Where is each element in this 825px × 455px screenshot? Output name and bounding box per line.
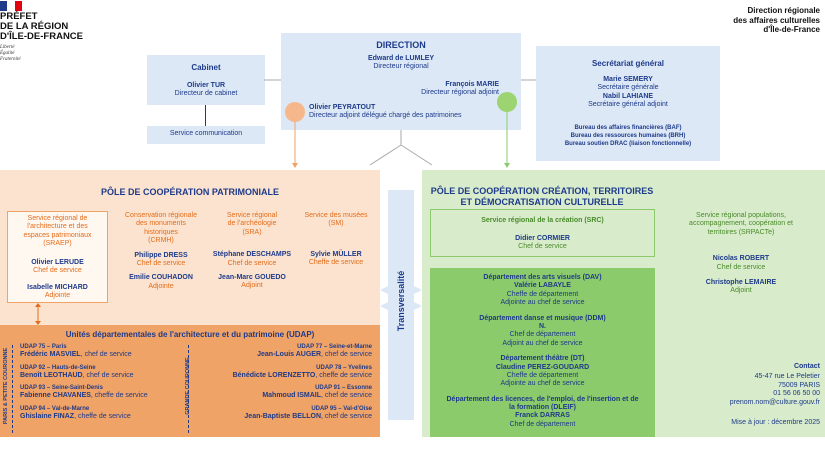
udap-94: UDAP 94 – Val-de-Marne Ghislaine FINAZ, cheffe de service bbox=[20, 405, 131, 420]
sg-adj-name: Nabil LAHIANE bbox=[602, 92, 654, 100]
sm-head-role: Cheffe de service bbox=[308, 259, 364, 267]
service-communication: Service communication bbox=[169, 130, 243, 137]
sraep-box bbox=[7, 211, 108, 303]
sra-title-2: de l'archéologie bbox=[227, 220, 277, 228]
sra-head-role: Chef de service bbox=[227, 259, 277, 267]
sraep-adj-name: Isabelle MICHARD bbox=[27, 284, 88, 291]
crmh-title-1: Conservation régionale bbox=[125, 212, 197, 219]
sraep-title-1: Service régional de bbox=[27, 215, 88, 222]
logo-line1: PRÉFET bbox=[0, 11, 38, 22]
dav: Département des arts visuels (DAV) Valérie LABAYLE Cheffe de département Adjointe au chef de service bbox=[483, 274, 602, 307]
crmh-title-2: des monuments bbox=[136, 220, 186, 228]
departements-box bbox=[430, 268, 655, 437]
srpacte-head-role: Chef de service bbox=[716, 263, 766, 271]
crmh-head-role: Chef de service bbox=[136, 259, 186, 267]
sraep-title-3: espaces patrimoniaux bbox=[23, 231, 92, 239]
sraep-head-role: Chef de service bbox=[33, 267, 82, 275]
sm-title-1: Service des musées bbox=[304, 212, 368, 219]
src-title: Service régional de la création (SRC) bbox=[481, 217, 604, 224]
udap-box bbox=[0, 325, 380, 437]
motto-liberte: Liberté bbox=[0, 45, 15, 50]
bureau-baf: Bureau des affaires financières (BAF) bbox=[574, 125, 682, 131]
sraep-adj-role: Adjointe bbox=[44, 292, 71, 300]
sra-adj-role: Adjoint bbox=[241, 282, 263, 290]
dt: Département théâtre (DT) Claudine PEREZ-GOUDARD Cheffe de département Adjointe au chef de service bbox=[495, 355, 590, 388]
adjoint-role: Directeur régional adjoint bbox=[421, 89, 499, 97]
udap-92: UDAP 92 – Hauts-de-Seine Benoît LEOTHAUD, chef de service bbox=[20, 364, 134, 379]
contact-phone: 01 56 06 50 00 bbox=[773, 390, 820, 398]
bureau-soutien: Bureau soutien DRAC (liaison fonctionnelle) bbox=[564, 140, 692, 147]
delegue-role: Directeur adjoint délégué chargé des patrimoines bbox=[309, 112, 462, 120]
crmh-head-name: Philippe DRESS bbox=[134, 251, 188, 259]
adjoint-name: François MARIE bbox=[445, 81, 499, 88]
sra-title-1: Service régional bbox=[226, 212, 278, 219]
pole-creation-title-2: ET DÉMOCRATISATION CULTURELLE bbox=[460, 196, 624, 207]
secretariat-title: Secrétariat général bbox=[591, 59, 665, 68]
pole-patrimoine-title: PÔLE DE COOPÉRATION PATRIMONIALE bbox=[100, 187, 279, 197]
pole-patrimoine-box bbox=[0, 170, 380, 325]
sra-head-name: Stéphane DESCHAMPS bbox=[212, 251, 292, 259]
srpacte-title-1: Service régional populations, bbox=[696, 212, 786, 219]
dleif: Département des licences, de l'emploi, de l'insertion et de la formation (DLEIF) Franck DARRAS Chef de département bbox=[446, 395, 639, 428]
direction-title: DIRECTION bbox=[376, 40, 426, 50]
sg-adj-role: Secrétaire général adjoint bbox=[588, 101, 668, 109]
udap-title: Unités départementales de l'architecture et du patrimoine (UDAP) bbox=[65, 330, 315, 339]
srpacte-head-name: Nicolas ROBERT bbox=[712, 255, 770, 263]
pole-creation-title-1: PÔLE DE COOPÉRATION CRÉATION, TERRITOIRES bbox=[430, 186, 654, 196]
sm-title-2: (SM) bbox=[328, 220, 344, 228]
udap-75: UDAP 75 – Paris Frédéric MASVIEL, chef de service bbox=[20, 344, 132, 359]
srpacte-adj-role: Adjoint bbox=[730, 287, 752, 295]
udap-91: UDAP 91 – Essonne Mahmoud ISMAIL, chef de service bbox=[262, 385, 372, 400]
bureau-brh: Bureau des ressources humaines (BRH) bbox=[570, 132, 686, 139]
sraep-udap-arrow bbox=[32, 303, 44, 325]
src-head-name: Didier CORMIER bbox=[515, 235, 570, 242]
srpacte-title-3: territoires (SRPACTe) bbox=[707, 228, 775, 236]
udap-95: UDAP 95 – Val-d'Oise Jean-Baptiste BELLON, chef de service bbox=[244, 405, 372, 420]
sg-role: Secrétaire générale bbox=[597, 84, 659, 92]
contact-address-1: 45-47 rue Le Peletier bbox=[754, 373, 820, 381]
src-box bbox=[430, 209, 655, 257]
cabinet-name: Olivier TUR bbox=[186, 82, 226, 89]
contact-title: Contact bbox=[793, 363, 820, 370]
logo-line2: DE LA RÉGION bbox=[0, 21, 69, 32]
pole-creation-box bbox=[422, 170, 825, 437]
director-name: Edward de LUMLEY bbox=[367, 55, 435, 62]
sg-name: Marie SEMERY bbox=[603, 76, 653, 83]
udap-left-vertical: PARIS & PETITE COURONNE bbox=[3, 347, 9, 425]
update-date: Mise à jour : décembre 2025 bbox=[731, 418, 820, 426]
udap-77: UDAP 77 – Seine-et-Marne Jean-Louis AUGER, chef de service bbox=[257, 344, 372, 359]
transversalite-label: Transversalité bbox=[396, 270, 406, 332]
cabinet-role: Directeur de cabinet bbox=[174, 90, 238, 98]
srpacte-adj-name: Christophe LEMAIRE bbox=[705, 278, 777, 286]
delegue-name: Olivier PEYRATOUT bbox=[309, 104, 376, 111]
motto-egalite: Égalité bbox=[0, 51, 15, 56]
logo-line3: D'ÎLE-DE-FRANCE bbox=[0, 31, 84, 42]
ddm: Département danse et musique (DDM) N. Chef de département Adjoint au chef de service bbox=[479, 314, 606, 347]
udap-78: UDAP 78 – Yvelines Bénédicte LORENZETTO, cheffe de service bbox=[232, 364, 372, 379]
sm-head-name: Sylvie MÜLLER bbox=[310, 250, 362, 258]
contact-address-2: 75009 PARIS bbox=[778, 381, 820, 389]
sraep-title-2: l'architecture et des bbox=[27, 223, 88, 231]
udap-93: UDAP 93 – Seine-Saint-Denis Fabienne CHAVANES, cheffe de service bbox=[20, 385, 148, 400]
sraep-head-name: Olivier LERUDE bbox=[31, 259, 84, 266]
sraep-title-4: (SRAEP) bbox=[43, 240, 72, 248]
motto-fraternite: Fraternité bbox=[0, 57, 21, 62]
udap-right-vertical: GRANDE COURONNE bbox=[185, 357, 191, 415]
drac-title: Direction régionale des affaires culturelles d'Île-de-France bbox=[733, 6, 820, 35]
sra-title-3: (SRA) bbox=[242, 228, 262, 236]
crmh-title-4: (CRMH) bbox=[148, 237, 174, 245]
contact-email: prenom.nom@culture.gouv.fr bbox=[729, 398, 820, 406]
cabinet-title: Cabinet bbox=[191, 63, 221, 72]
crmh-title-3: historiques bbox=[144, 228, 178, 236]
sra-adj-name: Jean-Marc GOUEDO bbox=[218, 273, 286, 281]
src-head-role: Chef de service bbox=[518, 243, 567, 251]
srpacte-title-2: accompagnement, coopération et bbox=[689, 220, 793, 228]
director-role: Directeur régional bbox=[373, 63, 429, 71]
crmh-adj-role: Adjointe bbox=[148, 282, 174, 290]
crmh-adj-name: Emilie COUHADON bbox=[129, 274, 193, 282]
